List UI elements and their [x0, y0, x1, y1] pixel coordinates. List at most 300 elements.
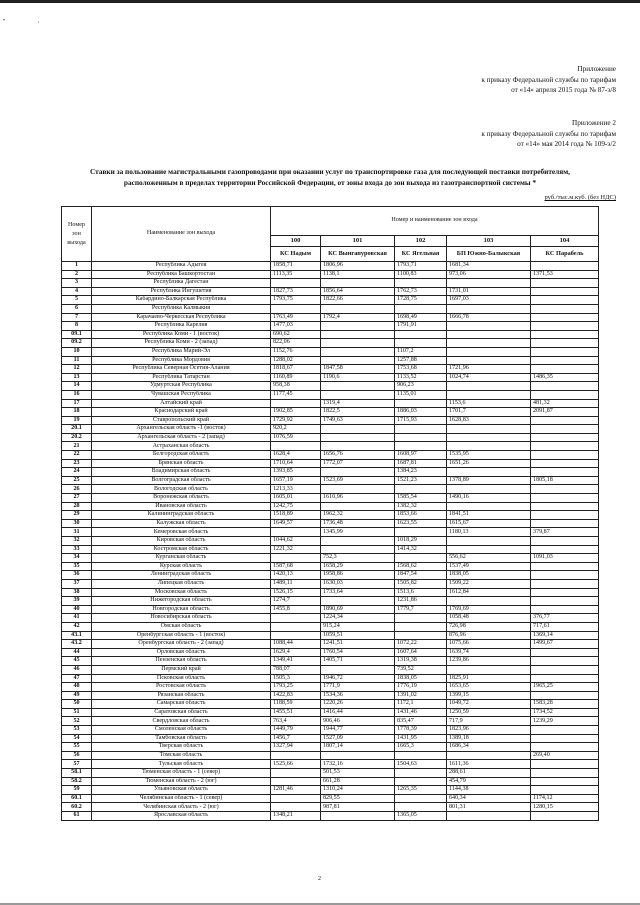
exit-zone-name: Чувашская Республика [92, 390, 271, 399]
rate-cell: 1607,64 [395, 648, 447, 657]
table-row [62, 390, 599, 399]
rates-table-body [62, 262, 599, 821]
rate-cell [321, 330, 395, 339]
rate-cell: 1513,6 [395, 588, 447, 597]
exit-zone-number: 54 [62, 734, 92, 743]
rate-cell: 920,2 [271, 425, 321, 434]
rate-cell: 1174,12 [531, 794, 599, 803]
entry-zone-name: КС Вынгапуровская [321, 247, 395, 262]
rate-cell: 1753,68 [395, 365, 447, 374]
rate-cell: 1241,51 [321, 640, 395, 649]
exit-zone-name: Ивановская область [92, 502, 271, 511]
rate-cell: 1537,49 [447, 562, 531, 571]
rate-cell: 1091,03 [531, 554, 599, 563]
rate-cell: 1965,25 [531, 683, 599, 692]
rate-cell [447, 390, 531, 399]
rate-cell: 1319,4 [321, 399, 395, 408]
rate-cell [271, 614, 321, 623]
table-row [62, 614, 599, 623]
exit-zone-number: 45 [62, 657, 92, 666]
exit-zone-name: Челябинская область - 2 (юг) [92, 803, 271, 812]
rate-cell [531, 537, 599, 546]
rate-cell: 1628,4 [271, 451, 321, 460]
rate-cell: 1369,14 [531, 631, 599, 640]
exit-zone-number: 42 [62, 622, 92, 631]
table-row [62, 322, 599, 331]
rate-cell: 1587,68 [271, 562, 321, 571]
rate-cell: 1526,15 [271, 588, 321, 597]
rate-cell [447, 356, 531, 365]
rate-cell: 690,62 [271, 330, 321, 339]
exit-zone-number: 21 [62, 442, 92, 451]
rate-cell [447, 597, 531, 606]
rate-cell: 288,61 [447, 769, 531, 778]
rate-cell [531, 287, 599, 296]
exit-zone-number: 55 [62, 743, 92, 752]
rate-cell [395, 794, 447, 803]
rate-cell: 1076,59 [271, 433, 321, 442]
rate-cell: 1049,72 [447, 700, 531, 709]
rate-cell: 1733,64 [321, 588, 395, 597]
rate-cell: 1221,32 [271, 545, 321, 554]
rate-cell [271, 777, 321, 786]
rate-cell [395, 399, 447, 408]
exit-zone-name: Архангельская область -1 (восток) [92, 425, 271, 434]
rate-cell [531, 416, 599, 425]
table-row [62, 468, 599, 477]
rate-cell: 1521,23 [395, 476, 447, 485]
rate-cell [321, 545, 395, 554]
exit-zone-name: Архангельская область - 2 (запад) [92, 433, 271, 442]
rate-cell: 1509,22 [447, 579, 531, 588]
rate-cell: 640,34 [447, 794, 531, 803]
rate-cell: 1822,66 [321, 296, 395, 305]
rate-cell [447, 433, 531, 442]
rate-cell: 1310,24 [321, 786, 395, 795]
rate-cell: 1505,82 [395, 579, 447, 588]
rate-cell: 958,38 [271, 382, 321, 391]
rate-cell [531, 502, 599, 511]
exit-zone-name: Белгородская область [92, 451, 271, 460]
table-row [62, 485, 599, 494]
rate-cell [531, 356, 599, 365]
rate-cell [447, 485, 531, 494]
rate-cell: 1072,22 [395, 640, 447, 649]
rate-cell: 1288,02 [271, 356, 321, 365]
exit-zone-name: Республика Карелия [92, 322, 271, 331]
exit-zone-number: 51 [62, 708, 92, 717]
table-row [62, 442, 599, 451]
exit-zone-name: Алтайский край [92, 399, 271, 408]
entry-zone-name: КС Ягельная [395, 247, 447, 262]
rate-cell: 1044,62 [271, 537, 321, 546]
exit-zone-name: Оренбургская область - 1 (восток) [92, 631, 271, 640]
table-row [62, 708, 599, 717]
table-row [62, 502, 599, 511]
rate-cell: 1583,28 [531, 700, 599, 709]
table-row [62, 270, 599, 279]
rate-cell: 1172,1 [395, 700, 447, 709]
rate-cell [321, 390, 395, 399]
table-row [62, 365, 599, 374]
rate-cell: 835,47 [395, 717, 447, 726]
rate-cell: 1113,35 [271, 270, 321, 279]
rate-cell: 1697,03 [447, 296, 531, 305]
rate-cell [531, 674, 599, 683]
rate-cell: 1822,5 [321, 408, 395, 417]
rate-cell [531, 657, 599, 666]
rate-cell [531, 425, 599, 434]
rate-cell: 1658,29 [321, 562, 395, 571]
scan-mark: , [38, 18, 40, 24]
rate-cell: 1455,8 [271, 605, 321, 614]
rate-cell: 1760,54 [321, 648, 395, 657]
rate-cell [271, 399, 321, 408]
exit-zone-name: Волгоградская область [92, 476, 271, 485]
rate-cell: 1393,85 [271, 468, 321, 477]
rate-cell [395, 614, 447, 623]
rate-cell: 1611,36 [447, 760, 531, 769]
rate-cell: 1807,14 [321, 743, 395, 752]
entry-zone-name: КС Парабель [531, 247, 599, 262]
rate-cell: 1793,25 [271, 683, 321, 692]
rate-cell [321, 537, 395, 546]
rate-cell [395, 751, 447, 760]
rate-cell: 1944,77 [321, 726, 395, 735]
rate-cell: 1827,73 [271, 287, 321, 296]
rate-cell: 1319,38 [395, 657, 447, 666]
rate-cell [531, 279, 599, 288]
rate-cell: 1856,64 [321, 287, 395, 296]
rate-cell: 1853,66 [395, 511, 447, 520]
rate-cell [531, 812, 599, 821]
rate-cell: 1806,96 [321, 262, 395, 271]
rate-cell: 1242,75 [271, 502, 321, 511]
document-title [60, 166, 600, 188]
rate-cell [271, 751, 321, 760]
rate-cell: 1431,46 [395, 708, 447, 717]
table-row [62, 356, 599, 365]
table-row [62, 416, 599, 425]
exit-zone-number: 37 [62, 579, 92, 588]
rate-cell [531, 382, 599, 391]
exit-zone-number: 4 [62, 287, 92, 296]
exit-zone-name: Новосибирская область [92, 614, 271, 623]
rate-cell: 1838,05 [395, 674, 447, 683]
table-row [62, 717, 599, 726]
rate-cell: 1649,57 [271, 519, 321, 528]
rate-cell [447, 502, 531, 511]
table-row [62, 691, 599, 700]
rate-cell [395, 442, 447, 451]
exit-zone-number: 5 [62, 296, 92, 305]
rate-cell [447, 347, 531, 356]
rate-cell [271, 622, 321, 631]
exit-zone-number: 35 [62, 562, 92, 571]
exit-zone-number: 12 [62, 365, 92, 374]
table-row [62, 494, 599, 503]
header-exit-zone-number: Номер зон выхода [62, 207, 92, 262]
rate-cell: 1778,39 [395, 726, 447, 735]
rate-cell: 1224,34 [321, 614, 395, 623]
rate-cell: 1152,76 [271, 347, 321, 356]
exit-zone-name: Республика Татарстан [92, 373, 271, 382]
rate-cell [447, 751, 531, 760]
rate-cell [447, 304, 531, 313]
table-row [62, 665, 599, 674]
exit-zone-name: Брянская область [92, 459, 271, 468]
exit-zone-name: Калининградская область [92, 511, 271, 520]
exit-zone-number: 34 [62, 554, 92, 563]
rate-cell: 1639,74 [447, 648, 531, 657]
rate-cell: 661,28 [321, 777, 395, 786]
rate-cell [531, 459, 599, 468]
exit-zone-number: 1 [62, 262, 92, 271]
rate-cell [531, 691, 599, 700]
rate-cell: 1823,96 [447, 726, 531, 735]
scan-top-edge [0, 0, 640, 3]
rate-cell [447, 665, 531, 674]
rate-cell [321, 442, 395, 451]
entry-zone-code: 101 [321, 236, 395, 247]
rate-cell: 1135,01 [395, 390, 447, 399]
exit-zone-number: 24 [62, 468, 92, 477]
rate-cell: 717,9 [447, 717, 531, 726]
rate-cell [271, 279, 321, 288]
rate-cell [531, 562, 599, 571]
rate-cell: 1687,81 [395, 459, 447, 468]
appendix-note-2 [481, 118, 616, 150]
rate-cell [321, 485, 395, 494]
rate-cell: 1710,64 [271, 459, 321, 468]
table-row [62, 631, 599, 640]
exit-zone-number: 18 [62, 408, 92, 417]
rate-cell: 1088,44 [271, 640, 321, 649]
rate-cell: 1455,51 [271, 708, 321, 717]
table-row [62, 433, 599, 442]
exit-zone-name: Республика Башкортостан [92, 270, 271, 279]
exit-zone-name: Самарская область [92, 700, 271, 709]
exit-zone-number: 11 [62, 356, 92, 365]
table-row [62, 330, 599, 339]
rate-cell: 1527,09 [321, 734, 395, 743]
table-row [62, 451, 599, 460]
exit-zone-number: 10 [62, 347, 92, 356]
rate-cell: 822,06 [271, 339, 321, 348]
exit-zone-name: Ленинградская область [92, 571, 271, 580]
exit-zone-name: Республика Марий-Эл [92, 347, 271, 356]
units-label: руб./тыс.м.куб. (без НДС) [544, 194, 616, 201]
exit-zone-number: 49 [62, 691, 92, 700]
rate-cell: 1133,52 [395, 373, 447, 382]
rate-cell: 1107,2 [395, 347, 447, 356]
rate-cell: 1345,99 [321, 528, 395, 537]
rate-cell [271, 794, 321, 803]
exit-zone-name: Пензенская область [92, 657, 271, 666]
exit-zone-name: Кабардино-Балкарская Республика [92, 296, 271, 305]
exit-zone-name: Костромская область [92, 545, 271, 554]
rate-cell: 1499,67 [531, 640, 599, 649]
rate-cell: 1610,96 [321, 494, 395, 503]
table-row [62, 622, 599, 631]
rate-cell [531, 390, 599, 399]
rate-cell: 1731,01 [447, 287, 531, 296]
table-row [62, 287, 599, 296]
rate-cell [531, 597, 599, 606]
rate-cell: 1391,02 [395, 691, 447, 700]
table-row [62, 382, 599, 391]
exit-zone-number: 53 [62, 726, 92, 735]
exit-zone-name: Рязанская область [92, 691, 271, 700]
exit-zone-number: 09.1 [62, 330, 92, 339]
rate-cell: 1449,79 [271, 726, 321, 735]
rate-cell [395, 339, 447, 348]
table-row [62, 726, 599, 735]
rate-cell: 1456,7 [271, 734, 321, 743]
exit-zone-name: Республика Северная Осетия-Алания [92, 365, 271, 374]
rate-cell: 1793,75 [271, 296, 321, 305]
rate-cell [531, 322, 599, 331]
exit-zone-name: Курская область [92, 562, 271, 571]
exit-zone-number: 58.1 [62, 769, 92, 778]
title-line1: Ставки за пользование магистральными газопроводами при оказании услуг по транспортировке газа для последующей поставки потребителям, [89, 167, 571, 176]
rate-cell [531, 494, 599, 503]
rate-cell [531, 468, 599, 477]
rate-cell: 1422,83 [271, 691, 321, 700]
rate-cell: 481,32 [531, 399, 599, 408]
rate-cell: 1615,67 [447, 519, 531, 528]
rate-cell: 269,40 [531, 751, 599, 760]
rate-cell: 1701,7 [447, 408, 531, 417]
rate-cell [531, 365, 599, 374]
rate-cell: 1024,74 [447, 373, 531, 382]
table-row [62, 812, 599, 821]
appendix-2-line3: от «14» мая 2014 года № 109-э/2 [517, 140, 616, 148]
exit-zone-name: Новгородская область [92, 605, 271, 614]
header-entry-zones: Номер и наименование зон входа [271, 207, 599, 236]
exit-zone-number: 58.2 [62, 777, 92, 786]
rate-cell: 1838,05 [447, 571, 531, 580]
rate-cell: 1946,72 [321, 674, 395, 683]
rate-cell [531, 262, 599, 271]
rate-cell: 1779,7 [395, 605, 447, 614]
rate-cell: 1075,66 [447, 640, 531, 649]
table-row [62, 545, 599, 554]
rate-cell: 1818,67 [271, 365, 321, 374]
rate-cell [271, 304, 321, 313]
table-row [62, 640, 599, 649]
rates-table [61, 206, 599, 821]
rate-cell [447, 425, 531, 434]
exit-zone-name: Республика Ингушетия [92, 287, 271, 296]
rate-cell [271, 554, 321, 563]
rate-cell [531, 485, 599, 494]
rate-cell: 1177,45 [271, 390, 321, 399]
rate-cell: 1239,29 [531, 717, 599, 726]
exit-zone-name: Тульская область [92, 760, 271, 769]
exit-zone-number: 7 [62, 313, 92, 322]
rate-cell: 1791,91 [395, 322, 447, 331]
table-row [62, 296, 599, 305]
exit-zone-number: 39 [62, 597, 92, 606]
exit-zone-name: Республика Адыгея [92, 262, 271, 271]
rate-cell [531, 330, 599, 339]
table-row [62, 562, 599, 571]
rate-cell: 906,46 [321, 717, 395, 726]
rate-cell: 1657,19 [271, 476, 321, 485]
rate-cell: 1250,59 [447, 708, 531, 717]
table-row [62, 734, 599, 743]
rate-cell: 1962,32 [321, 511, 395, 520]
rate-cell: 1160,89 [271, 373, 321, 382]
rate-cell: 1153,6 [447, 399, 531, 408]
appendix-1-line2: к приказу Федеральной службы по тарифам [481, 75, 616, 84]
exit-zone-number: 3 [62, 279, 92, 288]
rate-cell [271, 442, 321, 451]
table-row [62, 399, 599, 408]
rate-cell: 1736,48 [321, 519, 395, 528]
rate-cell: 1665,3 [395, 743, 447, 752]
table-row [62, 347, 599, 356]
rate-cell: 1327,94 [271, 743, 321, 752]
exit-zone-number: 16 [62, 390, 92, 399]
rate-cell: 1902,85 [271, 408, 321, 417]
exit-zone-name: Московская область [92, 588, 271, 597]
exit-zone-number: 13 [62, 373, 92, 382]
rate-cell: 1805,18 [531, 476, 599, 485]
rate-cell: 1018,29 [395, 537, 447, 546]
rate-cell [447, 330, 531, 339]
table-row [62, 511, 599, 520]
rate-cell [395, 777, 447, 786]
rate-cell [321, 812, 395, 821]
rate-cell [531, 777, 599, 786]
exit-zone-name: Орловская область [92, 648, 271, 657]
rate-cell [321, 382, 395, 391]
rate-cell: 1792,4 [321, 313, 395, 322]
exit-zone-name: Саратовская область [92, 708, 271, 717]
exit-zone-name: Пермский край [92, 665, 271, 674]
table-row [62, 304, 599, 313]
rate-cell: 1721,96 [447, 365, 531, 374]
exit-zone-name: Воронежская область [92, 494, 271, 503]
exit-zone-name: Смоленская область [92, 726, 271, 735]
appendix-2-line2: к приказу Федеральной службы по тарифам [481, 129, 616, 138]
rate-cell: 501,53 [321, 769, 395, 778]
table-row [62, 803, 599, 812]
rate-cell [531, 296, 599, 305]
rate-cell: 1518,89 [271, 511, 321, 520]
exit-zone-name: Республика Коми - 1 (восток) [92, 330, 271, 339]
rate-cell [531, 442, 599, 451]
exit-zone-number: 38 [62, 588, 92, 597]
rate-cell: 973,06 [447, 270, 531, 279]
rate-cell [271, 631, 321, 640]
rate-cell: 1348,21 [271, 812, 321, 821]
rate-cell: 1431,95 [395, 734, 447, 743]
rate-cell: 915,24 [321, 622, 395, 631]
rate-cell [531, 605, 599, 614]
rate-cell: 1384,23 [395, 468, 447, 477]
rate-cell: 717,61 [531, 622, 599, 631]
exit-zone-number: 57 [62, 760, 92, 769]
rate-cell [395, 631, 447, 640]
rate-cell [395, 554, 447, 563]
rate-cell: 1686,34 [447, 743, 531, 752]
rate-cell: 1841,51 [447, 511, 531, 520]
rate-cell [531, 665, 599, 674]
exit-zone-number: 31 [62, 528, 92, 537]
